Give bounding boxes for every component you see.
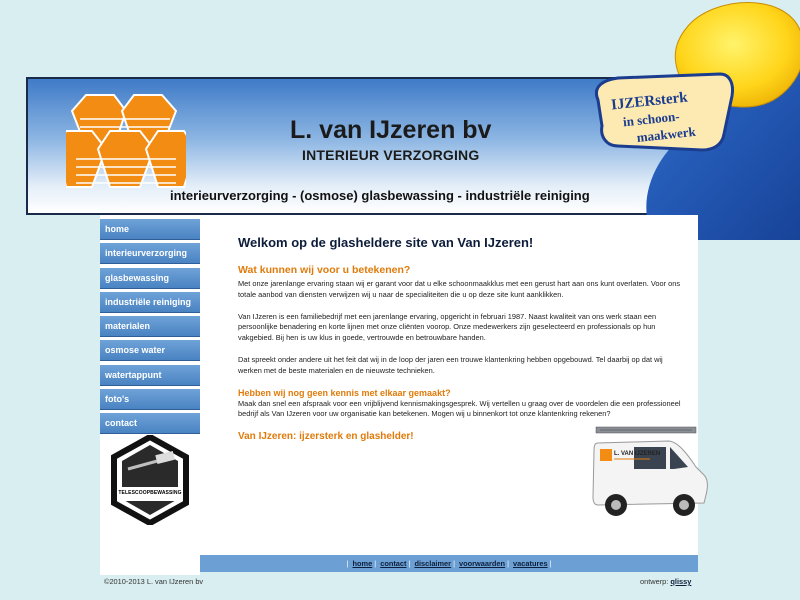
van-company-text: L. VAN IJZEREN — [614, 451, 661, 457]
nav-item-materialen[interactable]: materialen — [100, 316, 200, 337]
slogan: Van IJzeren: ijzersterk en glashelder! — [238, 431, 414, 443]
footer-link-contact[interactable]: contact — [380, 559, 407, 568]
design-credit — [640, 577, 691, 586]
main-content — [200, 215, 698, 555]
company-van-icon — [590, 425, 710, 523]
hexagon-badge-icon — [110, 435, 190, 525]
page-title: Welkom op de glasheldere site van Van IJzeren! — [238, 235, 534, 250]
badge-label: TELESCOOPBEWASSING — [118, 490, 182, 496]
appointment-paragraph: Maak dan snel een afspraak voor een vrijblijvend kennismakingsgesprek. Wij vertellen u graag over de voordelen die een professioneel bedrijf als Van IJzeren voor uw organisatie kan betekenen. Mogen wij u binnenkort tot onze klantenkring rekenen? — [238, 398, 681, 419]
telescope-washing-badge[interactable] — [110, 435, 190, 525]
nav-item-interieurverzorging[interactable]: interieurverzorging — [100, 243, 200, 264]
glove-sponge-icon — [594, 0, 800, 240]
nav-item-glasbewassing[interactable]: glasbewassing — [100, 268, 200, 289]
main-navigation — [100, 219, 200, 434]
sidebar — [100, 215, 200, 575]
footer-links-bar: | home | contact | disclaimer | voorwaarden | vacatures | — [200, 555, 698, 572]
nav-item-watertappunt[interactable]: watertappunt — [100, 365, 200, 386]
intro-paragraph: Met onze jarenlange ervaring staan wij er garant voor dat u elke schoonmaakklus met een gerust hart aan ons kunt overlaten. Voor ons totale aanbod van diensten verwijzen wij u naar de specialiteiten die u op deze site kunt aanklikken. — [238, 279, 681, 299]
credit-link[interactable]: qlissy — [670, 577, 692, 586]
company-subtitle: INTERIEUR VERZORGING — [302, 147, 480, 163]
svg-text:maakwerk: maakwerk — [635, 123, 697, 145]
footer-link-disclaimer[interactable]: disclaimer — [414, 559, 452, 568]
page-body — [100, 215, 698, 575]
nav-item-home[interactable]: home — [100, 219, 200, 240]
nav-item-fotos[interactable]: foto's — [100, 389, 200, 410]
copyright-text: ©2010-2013 L. van IJzeren bv — [104, 577, 204, 586]
footer-link-voorwaarden[interactable]: voorwaarden — [459, 559, 506, 568]
company-name: L. van IJzeren bv — [290, 116, 492, 144]
nav-item-contact[interactable]: contact — [100, 413, 200, 434]
services-tagline: interieurverzorging - (osmose) glasbewassing - industriële reiniging — [170, 188, 590, 203]
svg-text:in schoon-: in schoon- — [622, 108, 681, 130]
section-heading-services: Wat kunnen wij voor u betekenen? — [238, 264, 411, 276]
credit-label: ontwerp: — [640, 577, 669, 586]
section-heading-meet: Hebben wij nog geen kennis met elkaar gemaakt? — [238, 387, 451, 398]
svg-text:IJZERsterk: IJZERsterk — [610, 89, 689, 114]
footer-link-home[interactable]: home — [352, 559, 373, 568]
company-paragraph: Van IJzeren is een familiebedrijf met een jarenlange ervaring, opgericht in februari 1987. Naast kwaliteit van ons werk staan een persoonlijke benadering en korte lijnen met onze cliënten voorop. Onze medewerkers zijn geselecteerd en professionals op hun vakgebied. Bij hen is uw klus in goede, vertrouwde en betrouwbare handen. — [238, 311, 657, 343]
customers-paragraph: Dat spreekt onder andere uit het feit dat wij in de loop der jaren een trouwe klantenkring hebben opgebouwd. Tel daarbij op dat wij werken met de beste materialen en de nieuwste technieken. — [238, 354, 663, 375]
nav-item-osmose-water[interactable]: osmose water — [100, 340, 200, 361]
footer-link-vacatures[interactable]: vacatures — [513, 559, 548, 568]
honeycomb-logo-icon — [66, 91, 186, 203]
nav-item-industriele-reiniging[interactable]: industriële reiniging — [100, 292, 200, 313]
